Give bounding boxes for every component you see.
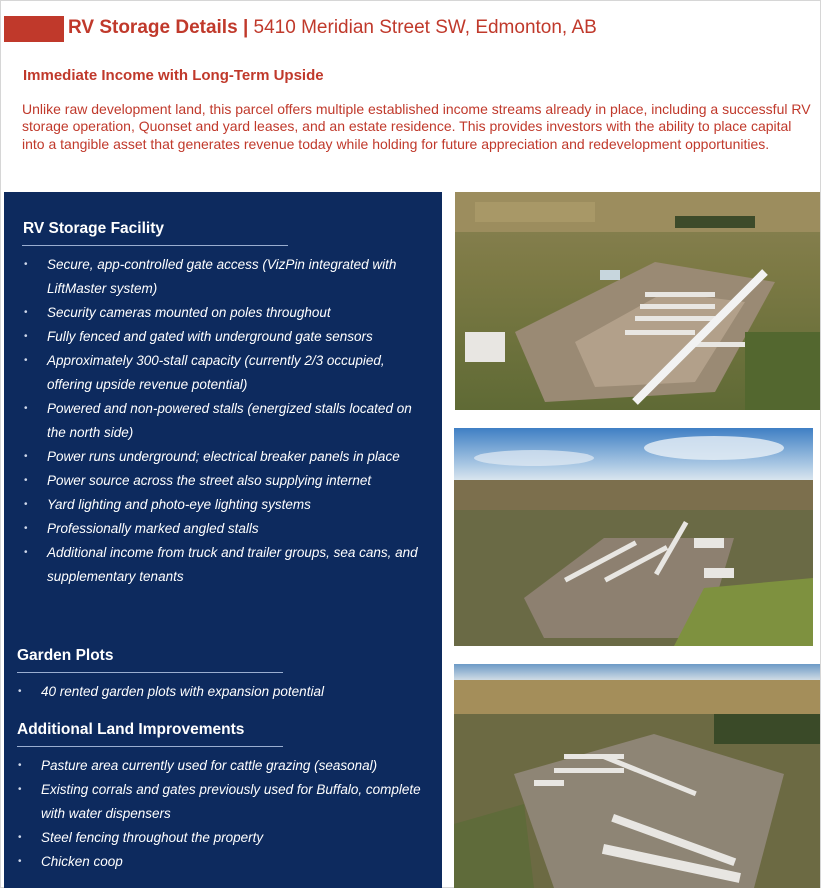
rv-storage-rule <box>22 245 288 246</box>
land-rule <box>17 746 283 747</box>
list-item: • 40 rented garden plots with expansion potential <box>18 684 324 699</box>
garden-rule <box>17 672 283 673</box>
list-item: • Secure, app-controlled gate access (VizPin integrated with LiftMaster system) <box>24 257 397 296</box>
list-item: • Power runs underground; electrical breaker panels in place <box>24 449 400 464</box>
header-accent-bar <box>4 16 64 42</box>
list-item: • Fully fenced and gated with underground gate sensors <box>24 329 373 344</box>
list-item: • Power source across the street also supplying internet <box>24 473 372 488</box>
aerial-photo-3 <box>454 664 820 888</box>
list-item: • Approximately 300-stall capacity (currently 2/3 occupied, offering upside revenue potential) <box>24 353 385 392</box>
list-item: • Security cameras mounted on poles throughout <box>24 305 331 320</box>
rv-storage-heading: RV Storage Facility <box>23 220 164 237</box>
intro-paragraph: Unlike raw development land, this parcel offers multiple established income streams already in place, including a successful RV storage operation, Quonset and yard leases, and an estate residence. This provides investors with the ability to place capital into a tangible asset that generates revenue today while holding for future appreciation and redevelopment opportunities. <box>22 101 811 152</box>
garden-list <box>15 680 430 704</box>
list-item: • Additional income from truck and trailer groups, sea cans, and supplementary tenants <box>24 545 418 584</box>
list-item: • Yard lighting and photo-eye lighting systems <box>24 497 311 512</box>
page-title <box>68 17 597 39</box>
land-list <box>15 754 430 874</box>
title-text: RV Storage Details <box>68 17 238 38</box>
features-panel <box>4 192 442 888</box>
list-item: • Steel fencing throughout the property <box>18 830 264 845</box>
garden-heading: Garden Plots <box>17 647 114 664</box>
title-separator: | <box>242 17 249 38</box>
aerial-photo-2 <box>454 428 813 646</box>
list-item: • Professionally marked angled stalls <box>24 521 259 536</box>
land-heading: Additional Land Improvements <box>17 721 245 738</box>
aerial-photo-1 <box>455 192 820 410</box>
list-item: • Pasture area currently used for cattle grazing (seasonal) <box>18 758 378 773</box>
intro-heading: Immediate Income with Long-Term Upside <box>23 67 324 84</box>
rv-storage-list <box>21 253 426 589</box>
list-item: • Powered and non-powered stalls (energized stalls located on the north side) <box>24 401 412 440</box>
title-address: 5410 Meridian Street SW, Edmonton, AB <box>253 17 597 38</box>
list-item: • Chicken coop <box>18 854 123 869</box>
list-item: • Existing corrals and gates previously used for Buffalo, complete with water dispensers <box>18 782 421 821</box>
